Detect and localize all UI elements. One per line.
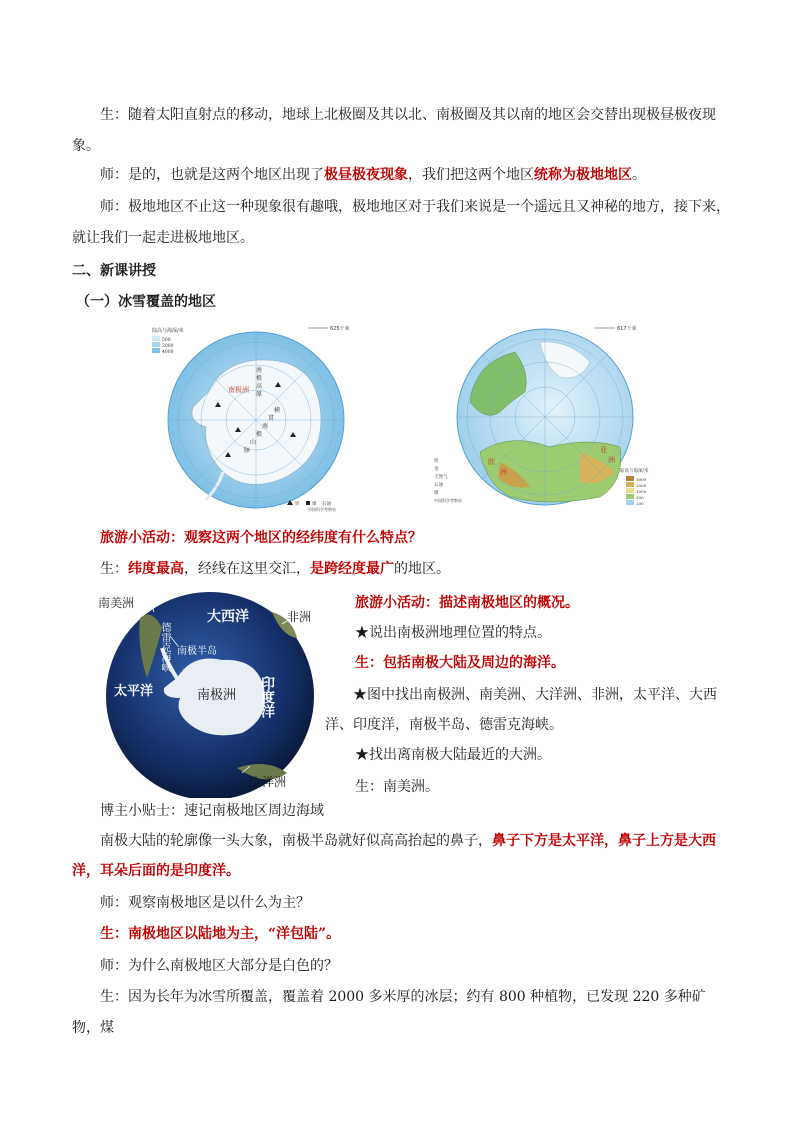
region-label: 亚 xyxy=(600,446,607,454)
activity-prompt: 旅游小活动：观察这两个地区的经纬度有什么特点？ xyxy=(100,530,422,546)
section-heading: 二、新课讲授 xyxy=(72,263,156,279)
plateau-label: 极 xyxy=(256,375,263,382)
legend-item: 4000 xyxy=(162,350,174,355)
legend-item: 500 xyxy=(162,338,171,343)
answer: 生：南美洲。 xyxy=(355,779,439,795)
answer: 生：包括南极大陆及周边的海洋。 xyxy=(355,655,565,671)
paragraph-9 xyxy=(72,982,732,1044)
text-run: ，我们把这两个地区 xyxy=(408,167,534,183)
text-run: ，经线在这里交汇， xyxy=(184,561,310,577)
globe-label-oceania: 大洋洲 xyxy=(250,775,287,789)
continent-label: 南极洲 xyxy=(228,386,249,394)
legend-item: 中国科学考察站 xyxy=(434,498,462,503)
mountain-label: 脉 xyxy=(244,447,251,454)
speaker: 生： xyxy=(100,989,128,1005)
text-run: 南极大陆的轮廓像一头大象，南极半岛就好似高高抬起的鼻子， xyxy=(100,833,492,849)
highlight-text: 是跨经度最广 xyxy=(310,561,394,577)
legend-item: 2000 xyxy=(162,344,174,349)
paragraph-text: 为什么南极地区大部分是白色的？ xyxy=(128,958,338,974)
mountain-label: 横 xyxy=(274,407,281,414)
legend-item: 200 xyxy=(636,501,644,506)
paragraph-text: 随着太阳直射点的移动，地球上北极圈及其以北、南极圈及其以南的地区会交替出现极昼极夜现象。 xyxy=(72,107,716,154)
tip-title: 博主小贴士：速记南极地区周边海域 xyxy=(100,803,324,819)
paragraph-8 xyxy=(72,951,732,982)
task-item: ★找出离南极大陆最近的大洲。 xyxy=(355,747,551,763)
plateau-label: 原 xyxy=(256,391,263,398)
highlight-text: 极昼极夜现象 xyxy=(324,167,408,183)
paragraph-7: 生：南极地区以陆地为主，“洋包陆”。 xyxy=(100,926,341,942)
legend-item: 铁 xyxy=(434,459,439,464)
globe-label-antarctic-peninsula: 南极半岛 xyxy=(177,646,217,657)
legend-title: 陆高与海深/米 xyxy=(152,328,184,334)
paragraph-6 xyxy=(72,888,732,919)
globe-label-africa: 非洲 xyxy=(287,610,312,624)
text-run: 是的，也就是这两个地区出现了 xyxy=(128,167,324,183)
paragraph-3 xyxy=(72,192,732,254)
plateau-label: 高 xyxy=(256,383,263,390)
legend-item: 煤 xyxy=(434,491,439,496)
highlight-text: 统称为极地地区 xyxy=(534,167,632,183)
subsection-heading: （一）冰雪覆盖的地区 xyxy=(76,294,216,310)
activity-prompt-2: 旅游小活动：描述南极地区的概况。 xyxy=(355,595,579,611)
paragraph-4 xyxy=(72,554,732,585)
map-scale: 617千米 xyxy=(617,326,637,332)
legend-title: 陆高与海深/米 xyxy=(620,469,649,474)
globe-label-indian-ocean: 印度洋 xyxy=(259,676,275,718)
legend-item: 石油 xyxy=(322,502,331,507)
text-run: 。 xyxy=(632,167,646,183)
legend-item: 2000 xyxy=(636,483,647,488)
legend-item: 500 xyxy=(636,495,644,500)
paragraph-text: 观察南极地区是以什么为主？ xyxy=(128,895,310,911)
legend-item: 1000 xyxy=(636,489,647,494)
legend-item: 天然气 xyxy=(434,475,448,480)
legend-item: 中国科学考察站 xyxy=(308,507,336,512)
task-item: ★说出南极洲地理位置的特点。 xyxy=(355,625,551,641)
globe-label-pacific: 太平洋 xyxy=(114,684,154,699)
globe-label-atlantic: 大西洋 xyxy=(207,609,249,625)
legend-item: 石油 xyxy=(434,483,443,488)
task-item: ★图中找出南极洲、南美洲、大洋洲、非洲，太平洋、大西洋、印度洋，南极半岛、德雷克海峡。 xyxy=(325,687,717,733)
mountain-label: 贯 xyxy=(268,415,275,422)
legend-item: 煤 xyxy=(312,502,317,507)
legend-item: 3000 xyxy=(636,477,647,482)
speaker: 师： xyxy=(100,958,128,974)
legend-item: 金 xyxy=(434,467,439,472)
globe-label-drake-passage: 德雷克海峡 xyxy=(159,622,170,672)
paragraph-text: 因为长年为冰雪所覆盖，覆盖着 2000 多米厚的冰层；约有 800 种植物，已发现 220 多种矿物，煤 xyxy=(72,989,706,1036)
region-label: 欧 xyxy=(488,458,495,466)
speaker: 师： xyxy=(100,895,128,911)
region-label: 洲 xyxy=(608,456,615,464)
speaker: 师： xyxy=(100,167,128,183)
speaker: 师： xyxy=(100,199,128,215)
speaker: 生： xyxy=(100,561,128,577)
antarctica-map xyxy=(148,322,360,512)
paragraph-5 xyxy=(72,826,732,886)
paragraph-2 xyxy=(72,160,732,191)
region-label: 洲 xyxy=(500,468,507,476)
mountain-label: 南 xyxy=(262,423,269,430)
speaker: 生： xyxy=(100,107,128,123)
mountain-label: 极 xyxy=(256,431,263,438)
paragraph-1 xyxy=(72,100,732,162)
highlight-text: 鼻子下方是太平洋，鼻子上方是大西洋，耳朵后面的是印度洋。 xyxy=(72,833,716,879)
text-run: 的地区。 xyxy=(394,561,450,577)
plateau-label: 南 xyxy=(256,367,263,374)
antarctica-globe-image xyxy=(92,588,332,798)
highlight-text: 纬度最高 xyxy=(128,561,184,577)
paragraph-text: 极地地区不止这一种现象很有趣哦，极地地区对于我们来说是一个遥远且又神秘的地方，接下来，就让我们一起走进极地地区。 xyxy=(72,199,730,246)
globe-label-south-america: 南美洲 xyxy=(98,596,135,610)
legend-item: 铁 xyxy=(295,502,300,507)
arctic-map xyxy=(430,322,650,512)
mountain-label: 山 xyxy=(250,439,257,446)
map-scale: 625千米 xyxy=(330,326,350,332)
globe-label-antarctica: 南极洲 xyxy=(197,688,237,703)
